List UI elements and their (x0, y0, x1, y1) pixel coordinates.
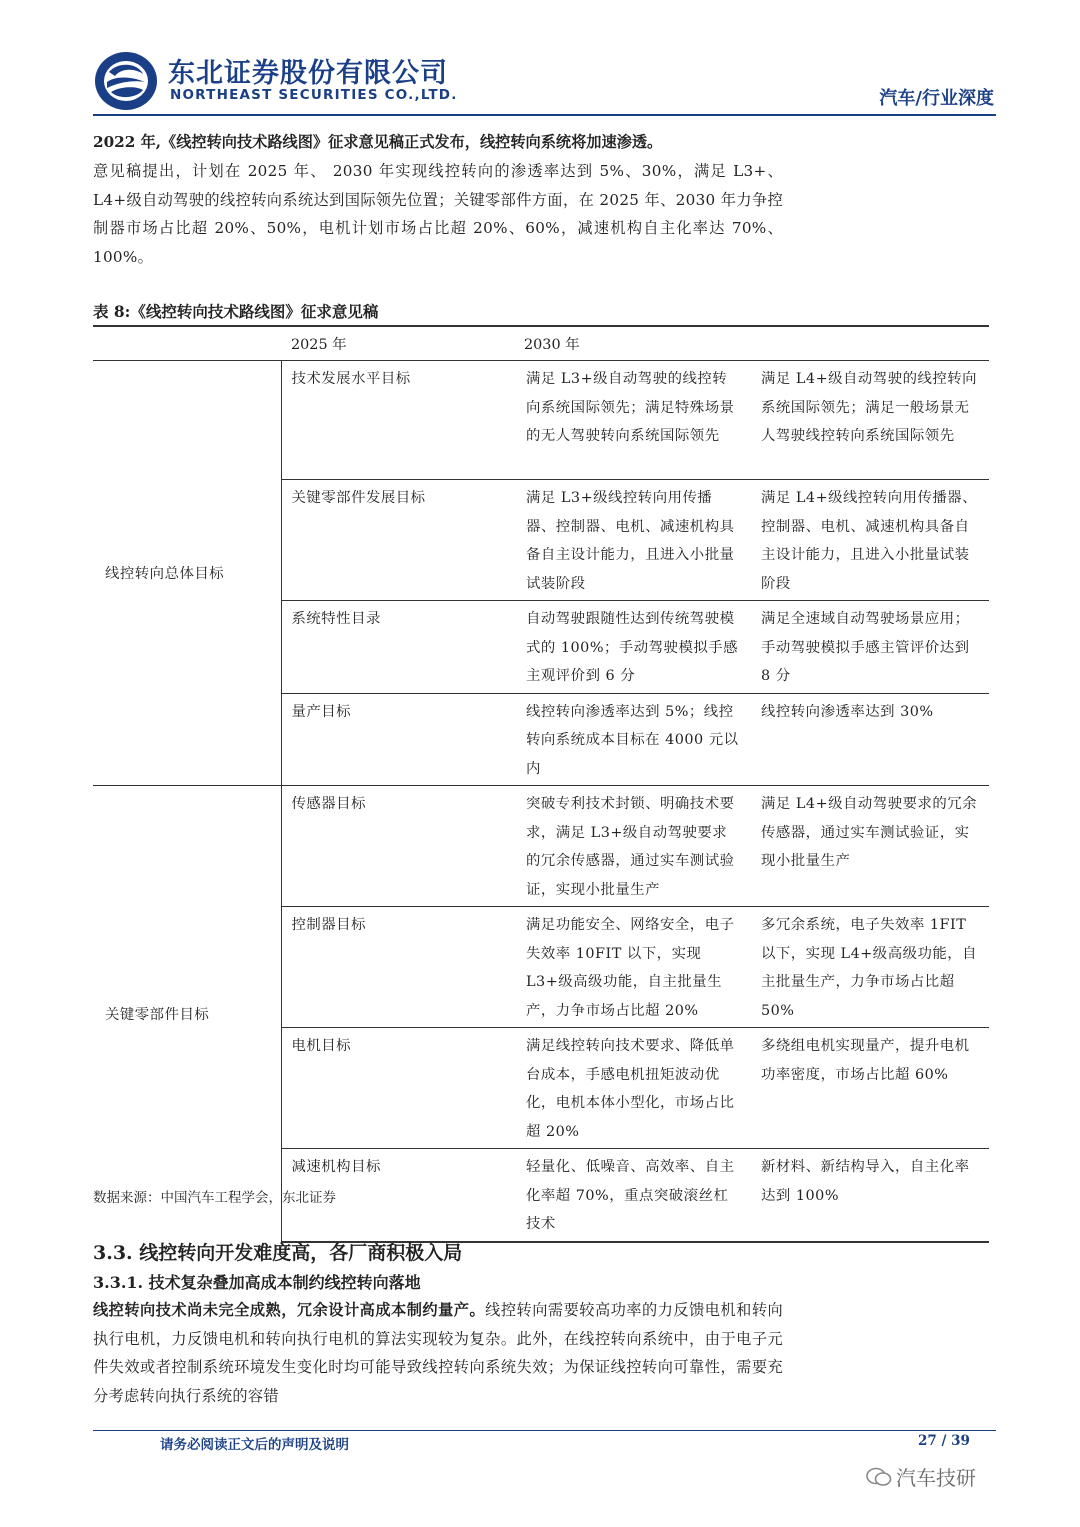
section-body (93, 1296, 783, 1410)
value-2025-cell: 满足 L3+级自动驾驶的线控转向系统国际领先；满足特殊场景的无人驾驶转向系统国际领先 (516, 361, 751, 480)
footer-divider (93, 1430, 996, 1431)
goal-cell: 电机目标 (281, 1028, 516, 1149)
section-body-lead: 线控转向技术尚未完全成熟，冗余设计高成本制约量产。 (93, 1301, 486, 1319)
value-2025-cell: 满足 L3+级线控转向用传播器、控制器、电机、减速机构具备自主设计能力，且进入小批量试装阶段 (516, 480, 751, 601)
table-row (93, 361, 989, 480)
goal-cell: 量产目标 (281, 693, 516, 786)
table-header-2025: 2025 年 (291, 337, 347, 353)
table-header-empty (93, 326, 281, 361)
company-logo (93, 50, 159, 112)
intro-body: 意见稿提出，计划在 2025 年、 2030 年实现线控转向的渗透率达到 5%、30%，满足 L3+、L4+级自动驾驶的线控转向系统达到国际领先位置；关键零部件方面，在 2025 年、2030 年力争控制器市场占比超 20%、50%，电机计划市场占比超 20%、60%，减速机构自主化率达 70%、100%。 (93, 162, 783, 266)
watermark-text: 汽车技研 (896, 1466, 976, 1490)
group-label: 线控转向总体目标 (93, 361, 281, 786)
company-name-cn: 东北证券股份有限公司 (168, 58, 448, 89)
value-2030-cell: 满足全速域自动驾驶场景应用；手动驾驶模拟手感主管评价达到 8 分 (751, 601, 989, 694)
goal-cell: 技术发展水平目标 (281, 361, 516, 480)
goal-cell: 减速机构目标 (281, 1149, 516, 1242)
goal-cell: 关键零部件发展目标 (281, 480, 516, 601)
header-divider (93, 114, 996, 116)
section-heading-3-3: 3.3. 线控转向开发难度高，各厂商积极入局 (93, 1242, 463, 1264)
table-header-row (93, 326, 989, 361)
value-2025-cell: 轻量化、低噪音、高效率、自主化率超 70%，重点突破滚丝杠技术 (516, 1149, 751, 1242)
value-2030-cell: 多绕组电机实现量产，提升电机功率密度，市场占比超 60% (751, 1028, 989, 1149)
value-2025-cell: 满足功能安全、网络安全，电子失效率 10FIT 以下，实现 L3+级高级功能，自主批量生产，力争市场占比超 20% (516, 907, 751, 1028)
value-2030-cell: 多冗余系统，电子失效率 1FIT 以下，实现 L4+级高级功能，自主批量生产，力争市场占比超 50% (751, 907, 989, 1028)
table-row (93, 786, 989, 907)
goal-cell: 系统特性目录 (281, 601, 516, 694)
section-body-text: 线控转向需要较高功率的力反馈电机和转向执行电机，力反馈电机和转向执行电机的算法实现较为复杂。此外，在线控转向系统中，由于电子元件失效或者控制系统环境发生变化时均可能导致线控转向系统失效；为保证线控转向可靠性，需要充分考虑转向执行系统的容错 (93, 1301, 783, 1405)
roadmap-table (93, 325, 989, 1243)
goal-cell: 传感器目标 (281, 786, 516, 907)
value-2025-cell: 线控转向渗透率达到 5%；线控转向系统成本目标在 4000 元以内 (516, 693, 751, 786)
page-number: 27 / 39 (918, 1433, 970, 1449)
table-title: 表 8:《线控转向技术路线图》征求意见稿 (93, 302, 379, 321)
intro-lead: 2022 年,《线控转向技术路线图》征求意见稿正式发布，线控转向系统将加速渗透。 (93, 133, 663, 151)
company-name-en: NORTHEAST SECURITIES CO.,LTD. (170, 87, 458, 103)
group-label: 关键零部件目标 (93, 786, 281, 1242)
table-header-2030: 2030 年 (524, 337, 580, 353)
value-2030-cell: 满足 L4+级自动驾驶要求的冗余传感器，通过实车测试验证，实现小批量生产 (751, 786, 989, 907)
value-2030-cell: 满足 L4+级自动驾驶的线控转向系统国际领先；满足一般场景无人驾驶线控转向系统国际领先 (751, 361, 989, 480)
value-2030-cell: 满足 L4+级线控转向用传播器、控制器、电机、减速机构具备自主设计能力，且进入小批量试装阶段 (751, 480, 989, 601)
value-2030-cell: 新材料、新结构导入，自主化率达到 100% (751, 1149, 989, 1242)
section-heading-3-3-1: 3.3.1. 技术复杂叠加高成本制约线控转向落地 (93, 1273, 421, 1292)
wechat-icon (866, 1467, 892, 1487)
footer-disclaimer: 请务必阅读正文后的声明及说明 (160, 1437, 349, 1453)
value-2025-cell: 突破专利技术封锁、明确技术要求，满足 L3+级自动驾驶要求的冗余传感器，通过实车测试验证，实现小批量生产 (516, 786, 751, 907)
goal-cell: 控制器目标 (281, 907, 516, 1028)
value-2030-cell: 线控转向渗透率达到 30% (751, 693, 989, 786)
value-2025-cell: 自动驾驶跟随性达到传统驾驶模式的 100%；手动驾驶模拟手感主观评价到 6 分 (516, 601, 751, 694)
table-header-empty-2 (751, 326, 989, 361)
value-2025-cell: 满足线控转向技术要求、降低单台成本，手感电机扭矩波动优化，电机本体小型化，市场占比超 20% (516, 1028, 751, 1149)
table-source-note: 数据来源：中国汽车工程学会，东北证券 (93, 1190, 336, 1206)
section-tag: 汽车/行业深度 (879, 88, 994, 109)
